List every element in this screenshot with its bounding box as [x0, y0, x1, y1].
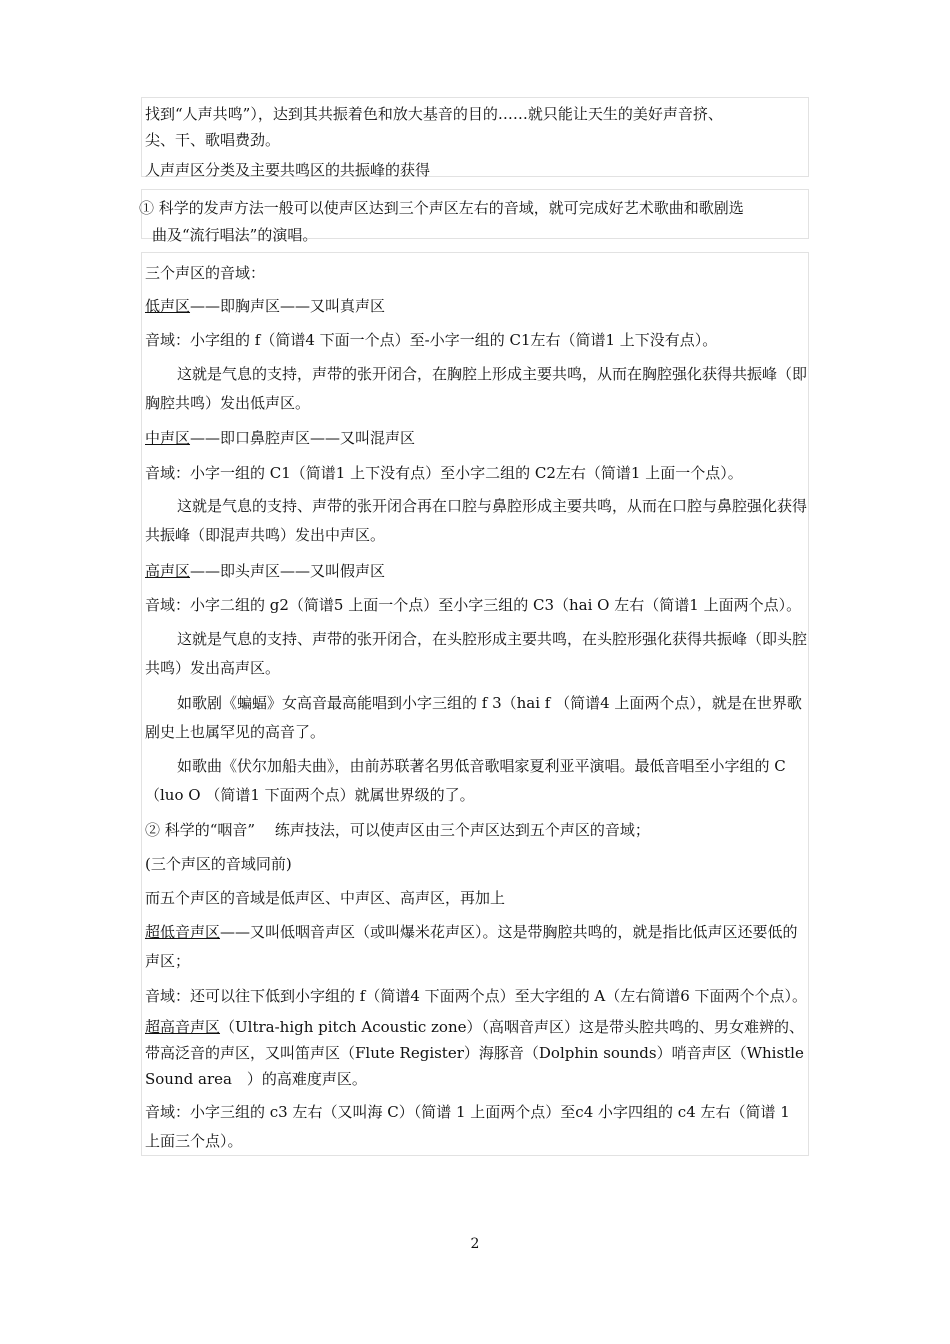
low-register-description: 这就是气息的支持，声带的张开闭合，在胸腔上形成主要共鸣，从而在胸腔强化获得共振峰（即胸腔共鸣）发出低声区。 — [145, 365, 808, 412]
high-register-description: 这就是气息的支持、声带的张开闭合，在头腔形成主要共鸣，在头腔形强化获得共振峰（即头腔共鸣）发出高声区。 — [145, 630, 808, 677]
ultra-low-register-name: 超低音声区 — [145, 923, 221, 941]
page-number: 2 — [470, 1236, 480, 1252]
ultra-low-register-description: 超低音声区——又叫低咽音声区（或叫爆米花声区）。这是带胸腔共鸣的，就是指比低声区还要低的声区； — [145, 923, 798, 970]
high-register-heading: 高声区——即头声区——又叫假声区 — [145, 562, 386, 580]
low-register-name: 低声区 — [145, 297, 191, 315]
point2-title: ② 科学的“咽音” 练声技法，可以使声区由三个声区达到五个声区的音域； — [145, 821, 650, 839]
high-register-range: 音域：小字二组的 g2（简谱5 上面一个点）至小字三组的 C3（hai O 左右（简谱1 上面两个点）。 — [145, 596, 802, 614]
mid-register-range: 音域：小字一组的 C1（简谱1 上下没有点）至小字二组的 C2左右（简谱1 上面一个点）。 — [145, 464, 743, 482]
high-register-name: 高声区 — [145, 562, 191, 580]
low-register-range: 音域：小字组的 f（简谱4 下面一个点）至-小字一组的 C1左右（简谱1 上下没有点）。 — [145, 331, 718, 349]
intro-line-1: 找到“人声共鸣”），达到其共振着色和放大基音的目的……就只能让天生的美好声音挤、 — [145, 105, 723, 123]
section-heading: 人声声区分类及主要共鸣区的共振峰的获得 — [145, 161, 431, 179]
five-registers-intro: 而五个声区的音域是低声区、中声区、高声区，再加上 — [145, 889, 506, 907]
mid-register-name: 中声区 — [145, 429, 191, 447]
mid-register-description: 这就是气息的支持、声带的张开闭合再在口腔与鼻腔形成主要共鸣，从而在口腔与鼻腔强化获得共振峰（即混声共鸣）发出中声区。 — [145, 497, 808, 544]
point1-line-2: 曲及“流行唱法”的演唱。 — [152, 226, 318, 244]
example-volga-boatmen: 如歌曲《伏尔加船夫曲》，由前苏联著名男低音歌唱家夏利亚平演唱。最低音唱至小字组的 C（luo O （简谱1 下面两个点）就属世界级的了。 — [145, 757, 786, 804]
ultra-low-register-range: 音域：还可以往下低到小字组的 f（简谱4 下面两个点）至大字组的 A（左右简谱6 下面两个个点）。 — [145, 987, 808, 1005]
example-bat-opera: 如歌剧《蝙蝠》女高音最高能唱到小字三组的 f 3（hai f （简谱4 上面两个点），就是在世界歌剧史上也属罕见的高音了。 — [145, 694, 802, 741]
ultra-high-register-description: 超高音声区（Ultra-high pitch Acoustic zone）（高咽音声区）这是带头腔共鸣的、男女难辨的、带高泛音的声区，又叫笛声区（Flute Register）海豚音（Dolphin sounds）哨音声区（Whistle Sound area ）的高难度声区。 — [145, 1018, 805, 1088]
point2-note: (三个声区的音域同前) — [145, 855, 292, 873]
low-register-heading: 低声区——即胸声区——又叫真声区 — [145, 297, 386, 315]
ultra-high-register-range: 音域：小字三组的 c3 左右（又叫海 C）（简谱 1 上面两个点）至c4 小字四组的 c4 左右（简谱 1 上面三个点）。 — [145, 1103, 790, 1150]
ultra-high-register-name: 超高音声区 — [145, 1018, 221, 1036]
intro-line-2: 尖、干、歌唱费劲。 — [145, 131, 281, 149]
mid-register-heading: 中声区——即口鼻腔声区——又叫混声区 — [145, 429, 416, 447]
three-ranges-title: 三个声区的音域： — [145, 264, 266, 282]
point1-line-1: ① 科学的发声方法一般可以使声区达到三个声区左右的音域，就可完成好艺术歌曲和歌剧选 — [139, 199, 744, 217]
